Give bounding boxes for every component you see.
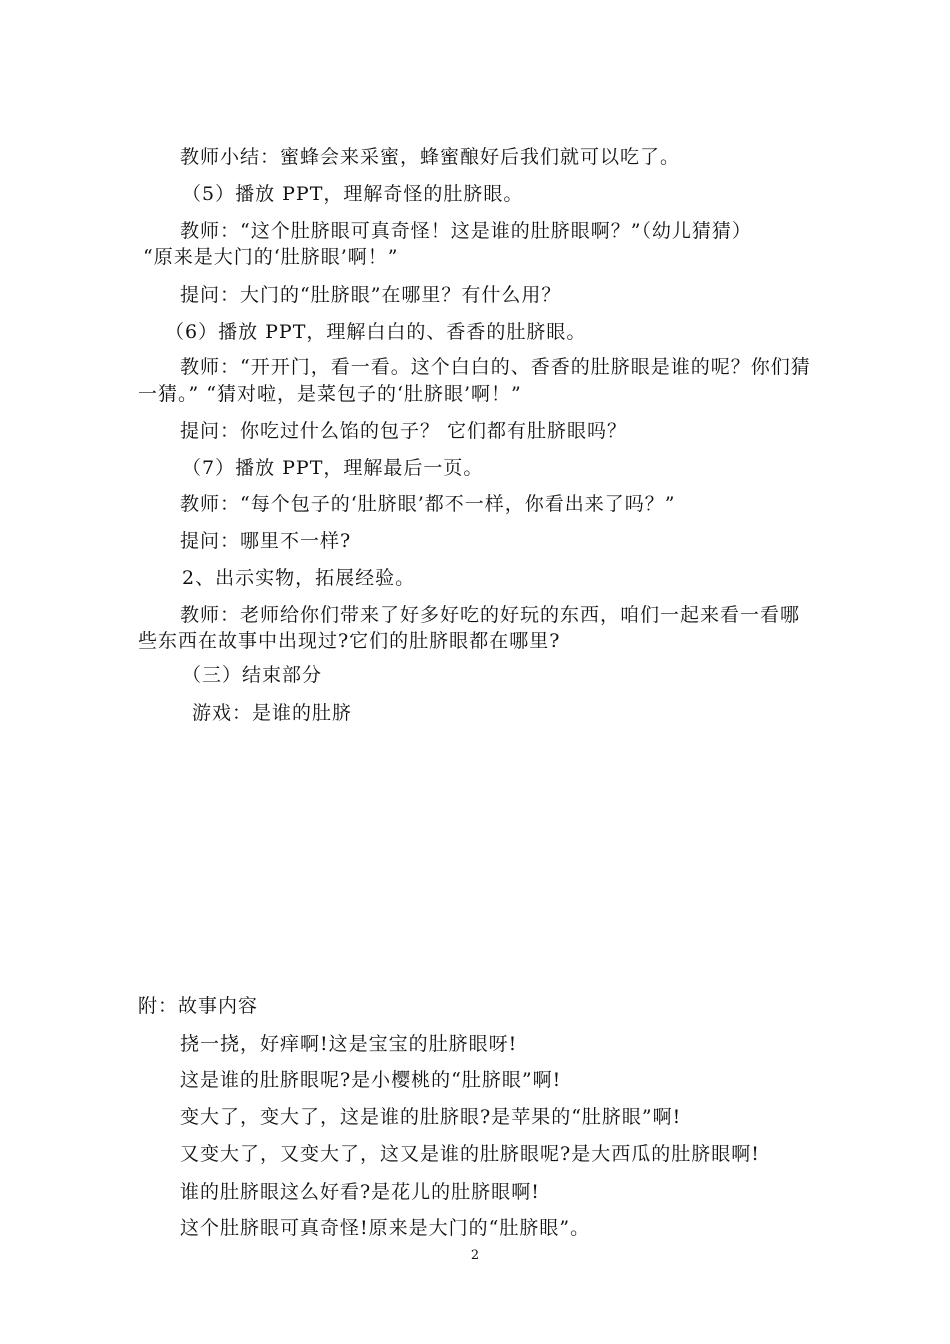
appendix-heading: 附：故事内容	[138, 995, 259, 1017]
story-line: 又变大了，又变大了，这又是谁的肚脐眼呢?是大西瓜的肚脐眼啊!	[180, 1143, 760, 1165]
lesson-line: 提问：大门的“肚脐眼”在哪里？有什么用？	[180, 284, 562, 306]
lesson-line: （三）结束部分	[182, 664, 323, 686]
lesson-line: 2、出示实物，拓展经验。	[182, 567, 416, 589]
lesson-line: 教师：“开开门，看一看。这个白白的、香香的肚脐眼是谁的呢？你们猜	[180, 356, 811, 378]
story-line: 这个肚脐眼可真奇怪!原来是大门的“肚脐眼”。	[180, 1217, 591, 1239]
lesson-line: （6）播放 PPT，理解白白的、香香的肚脐眼。	[165, 321, 587, 343]
lesson-line: 提问：你吃过什么馅的包子？ 它们都有肚脐眼吗？	[180, 420, 628, 442]
lesson-line: 教师：老师给你们带来了好多好吃的好玩的东西，咱们一起来看一看哪	[180, 604, 801, 626]
lesson-line: 游戏：是谁的肚脐	[192, 702, 353, 724]
story-line: 谁的肚脐眼这么好看?是花儿的肚脐眼啊!	[180, 1181, 540, 1203]
lesson-line: 一猜。” “猜对啦，是菜包子的‘肚脐眼’啊！”	[138, 383, 522, 405]
lesson-line: “原来是大门的‘肚脐眼’啊！”	[143, 246, 399, 268]
lesson-line: 些东西在故事中出现过?它们的肚脐眼都在哪里?	[138, 630, 561, 652]
story-line: 挠一挠，好痒啊!这是宝宝的肚脐眼呀!	[180, 1033, 518, 1055]
story-line: 这是谁的肚脐眼呢?是小樱桃的“肚脐眼”啊!	[180, 1069, 562, 1091]
page-number: 2	[470, 1248, 480, 1263]
lesson-line: （5）播放 PPT，理解奇怪的肚脐眼。	[182, 183, 524, 205]
lesson-line: 教师：“每个包子的‘肚脐眼’都不一样，你看出来了吗？”	[180, 493, 676, 515]
lesson-line: 教师：“这个肚脐眼可真奇怪！这是谁的肚脐眼啊？”（幼儿猜猜）	[180, 220, 752, 242]
lesson-line: （7）播放 PPT，理解最后一页。	[182, 457, 484, 479]
story-line: 变大了，变大了，这是谁的肚脐眼?是苹果的“肚脐眼”啊!	[180, 1106, 682, 1128]
lesson-line: 教师小结：蜜蜂会来采蜜，蜂蜜酿好后我们就可以吃了。	[180, 146, 681, 168]
lesson-line: 提问：哪里不一样?	[180, 530, 352, 552]
